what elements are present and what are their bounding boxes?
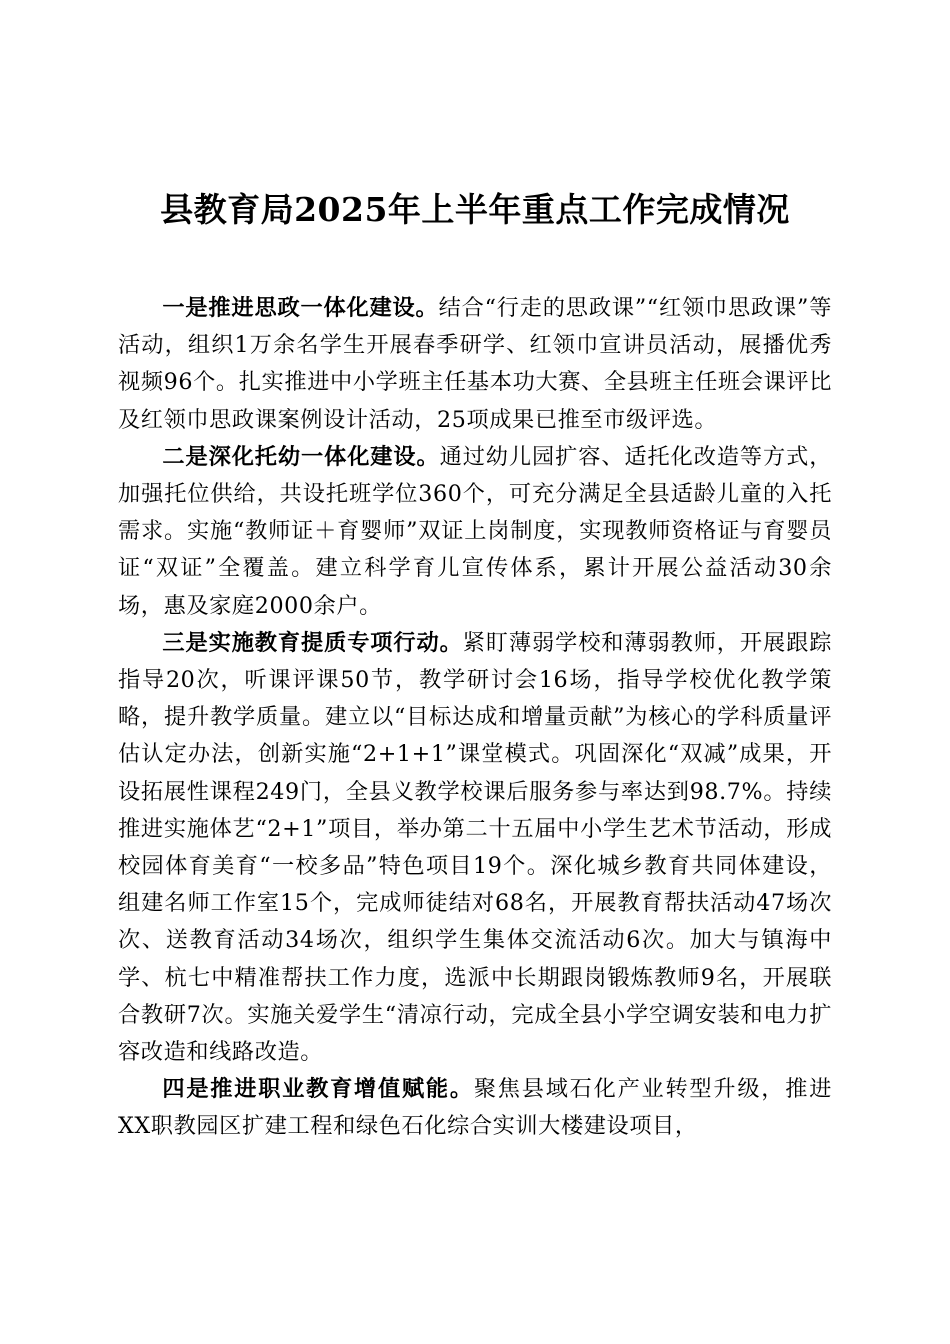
paragraph-lead: 三是实施教育提质专项行动。 (162, 629, 463, 656)
paragraph-lead: 四是推进职业教育增值赋能。 (162, 1076, 474, 1103)
paragraph-quality (118, 625, 832, 1071)
paragraph-text: 聚焦县域石化产业转型升级，推进XX职教园区扩建工程和绿色石化综合实训大楼建设项目， (118, 1076, 832, 1140)
paragraph-lead: 二是深化托幼一体化建设。 (162, 443, 440, 470)
paragraph-text: 通过幼儿园扩容、适托化改造等方式，加强托位供给，共设托班学位360个，可充分满足全县适龄儿童的入托需求。实施“教师证＋育婴师”双证上岗制度，实现教师资格证与育婴员证“双证”全覆盖。建立科学育儿宣传体系，累计开展公益活动30余场，惠及家庭2000余户。 (118, 443, 833, 619)
document-title: 县教育局2025年上半年重点工作完成情况 (160, 190, 790, 229)
document-body (118, 290, 832, 1146)
paragraph-text: 紧盯薄弱学校和薄弱教师，开展跟踪指导20次，听课评课50节，教学研讨会16场，指导学校优化教学策略，提升教学质量。建立以“目标达成和增量贡献”为核心的学科质量评估认定办法，创新实施“2+1+1”课堂模式。巩固深化“双减”成果，开设拓展性课程249门，全县义教学校课后服务参与率达到98.7%。持续推进实施体艺“2+1”项目，举办第二十五届中小学生艺术节活动，形成校园体育美育“一校多品”特色项目19个。深化城乡教育共同体建设，组建名师工作室15个，完成师徒结对68名，开展教育帮扶活动47场次次、送教育活动34场次，组织学生集体交流活动6次。加大与镇海中学、杭七中精准帮扶工作力度，选派中长期跟岗锻炼教师9名，开展联合教研7次。实施关爱学生“清凉行动，完成全县小学空调安装和电力扩容改造和线路改造。 (118, 629, 832, 1066)
paragraph-childcare (118, 439, 832, 625)
paragraph-text: 结合“行走的思政课”“红领巾思政课”等活动，组织1万余名学生开展春季研学、红领巾宣讲员活动，展播优秀视频96个。扎实推进中小学班主任基本功大赛、全县班主任班会课评比及红领巾思政课案例设计活动，25项成果已推至市级评选。 (118, 295, 832, 433)
paragraph-ideology (118, 290, 832, 439)
paragraph-vocational (118, 1071, 832, 1145)
paragraph-lead: 一是推进思政一体化建设。 (162, 295, 439, 321)
